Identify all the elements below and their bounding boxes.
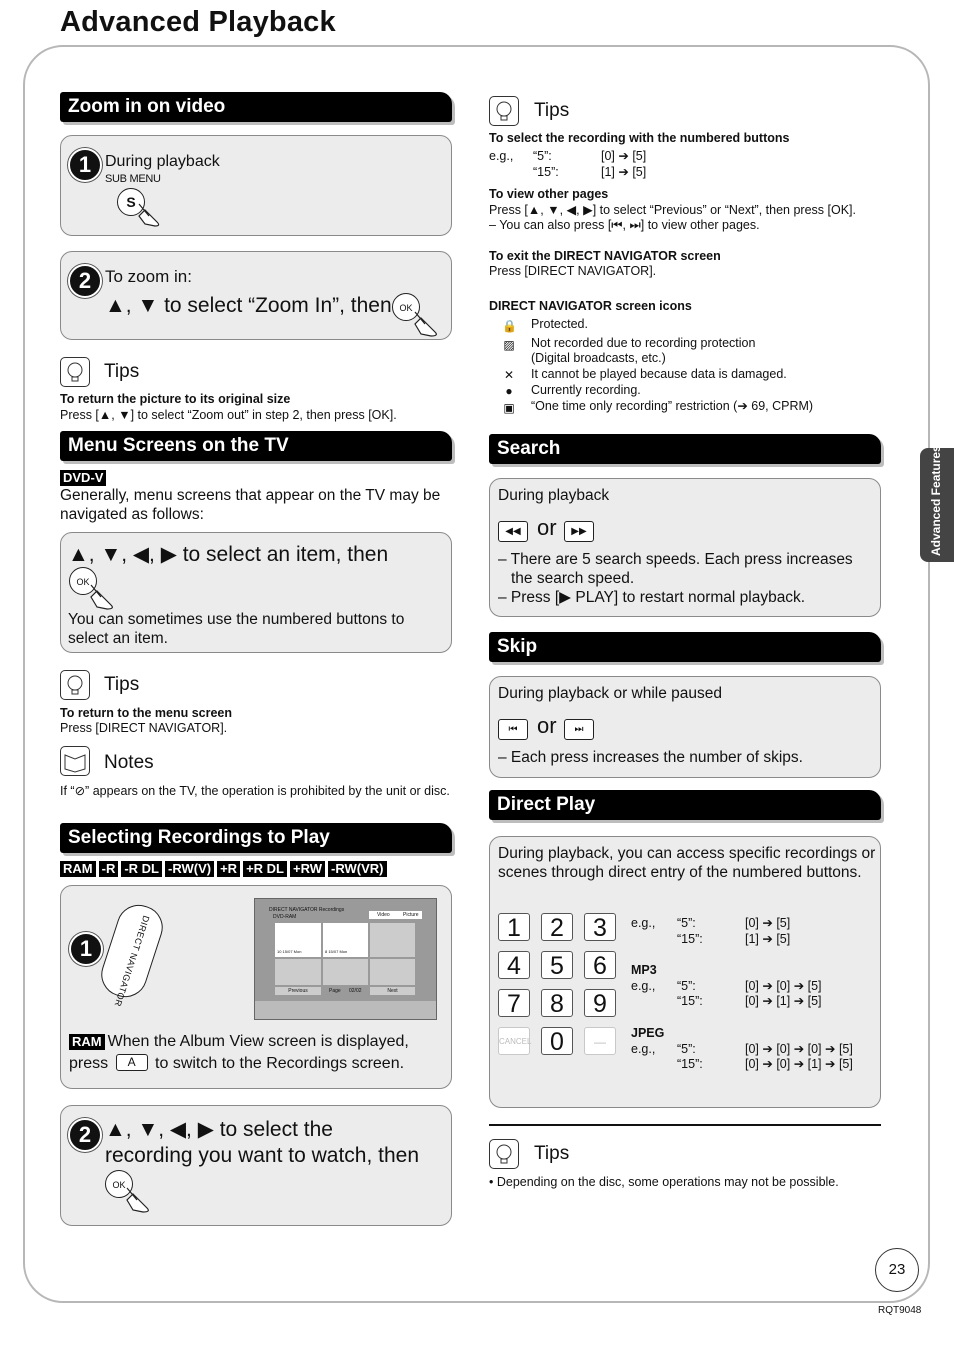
thumb — [370, 959, 415, 985]
recording-icon: ● — [505, 384, 513, 398]
or-label: or — [537, 713, 557, 738]
eg-label: e.g., — [631, 916, 656, 930]
damaged-icon: ✕ — [503, 368, 515, 382]
eg-label: e.g., — [489, 149, 514, 163]
eg-key: “15”: — [677, 1057, 703, 1071]
hand-press-icon — [411, 310, 445, 338]
eg-key: “5”: — [533, 149, 552, 163]
direct-play-header: Direct Play — [489, 790, 881, 820]
or-label: or — [537, 515, 557, 540]
key-6[interactable]: 6 — [584, 951, 616, 979]
tip-title: To return to the menu screen — [60, 706, 233, 720]
direct-intro: During playback, you can access specific recordings or scenes through direct entry of the numbered buttons. — [498, 845, 876, 881]
screen-footer — [255, 1001, 436, 1019]
hand-press-icon — [123, 1186, 157, 1214]
key-5[interactable]: 5 — [541, 951, 573, 979]
zoom-header: Zoom in on video — [60, 92, 452, 122]
direct-play-box — [489, 836, 881, 1108]
eg-key: “15”: — [677, 994, 703, 1008]
side-tab-label: Advanced Features — [929, 445, 943, 556]
ok-button[interactable]: OK — [105, 1170, 133, 1198]
key-3[interactable]: 3 — [584, 913, 616, 941]
step-number: 1 — [68, 148, 102, 182]
eg-key: “15”: — [533, 165, 559, 179]
disc-badge: DVD-V — [60, 470, 106, 486]
icon-desc: Not recorded due to recording protection — [531, 336, 756, 350]
key-9[interactable]: 9 — [584, 989, 616, 1017]
disc-badge: -RW(V) — [165, 861, 214, 877]
tips-icon — [60, 670, 90, 700]
disc-badges — [60, 860, 390, 878]
icon-desc: (Digital broadcasts, etc.) — [531, 351, 666, 365]
thumb-caption: 10 15/07 Mon — [277, 949, 302, 954]
disc-badge: +RW — [290, 861, 325, 877]
tip-text: Press [DIRECT NAVIGATOR]. — [60, 721, 228, 735]
ram-note-line2 — [69, 1054, 404, 1073]
tab-video: Video — [369, 911, 395, 919]
search-bullet: – There are 5 search speeds. Each press increases — [498, 551, 853, 568]
skip-box — [489, 676, 881, 778]
ok-button[interactable]: OK — [392, 293, 420, 321]
tab-picture: Picture — [395, 911, 422, 919]
search-box — [489, 478, 881, 617]
disc-badge: -R DL — [121, 861, 162, 877]
section-side-tab — [920, 445, 954, 562]
fast-forward-button[interactable]: ▶▶ — [564, 521, 594, 542]
menu-nav-box — [60, 532, 452, 653]
selecting-header: Selecting Recordings to Play — [60, 823, 452, 853]
tv-screen — [254, 898, 437, 1020]
icon-desc: Currently recording. — [531, 383, 641, 397]
thumb — [275, 959, 321, 985]
eg-value: [0] ➔ [0] ➔ [5] — [745, 979, 822, 993]
thumb — [323, 959, 368, 985]
tips-label: Tips — [104, 361, 140, 382]
skip-back-button[interactable]: ⏮ — [498, 719, 528, 740]
rewind-button[interactable]: ◀◀ — [498, 521, 528, 542]
selecting-step1-box — [60, 885, 452, 1089]
menu-intro: Generally, menu screens that appear on the TV may be navigated as follows: — [60, 487, 441, 523]
page-title: Advanced Playback — [60, 6, 336, 38]
disc-badge: -R — [99, 861, 119, 877]
disc-badge: RAM — [69, 1034, 105, 1050]
disc-badge: +R DL — [243, 861, 287, 877]
direct-navigator-button[interactable] — [96, 899, 169, 1009]
eg-value: [1] ➔ [5] — [745, 932, 791, 946]
ram-note-line1 — [69, 1032, 409, 1051]
tip-title: To exit the DIRECT NAVIGATOR screen — [489, 249, 721, 263]
eg-value: [0] ➔ [1] ➔ [5] — [745, 994, 822, 1008]
eg-key: “15”: — [677, 932, 703, 946]
thumb — [370, 923, 415, 957]
ram-text: to switch to the Recordings screen. — [155, 1055, 405, 1072]
search-bullet: – Press [▶ PLAY] to restart normal playback. — [498, 589, 806, 606]
zoom-step1-box — [60, 135, 452, 236]
step-instruction: ▲, ▼, ◀, ▶ to select the — [105, 1118, 333, 1141]
eg-key: “5”: — [677, 1042, 696, 1056]
eg-label: e.g., — [631, 1042, 656, 1056]
step-instruction: ▲, ▼ to select “Zoom In”, then — [105, 294, 392, 317]
key-1[interactable]: 1 — [498, 913, 530, 941]
tip-text: Press [DIRECT NAVIGATOR]. — [489, 264, 657, 278]
page-number: 23 — [875, 1248, 919, 1292]
note-text: If “⊘” appears on the TV, the operation is prohibited by the unit or disc. — [60, 784, 450, 798]
eg-key: “5”: — [677, 979, 696, 993]
step-number: 2 — [68, 1118, 102, 1152]
ok-button[interactable]: OK — [69, 567, 97, 595]
tip-text: Press [▲, ▼] to select “Zoom out” in step 2, then press [OK]. — [60, 408, 397, 422]
notes-label: Notes — [104, 752, 154, 773]
icon-desc: Protected. — [531, 317, 588, 331]
search-header: Search — [489, 434, 881, 464]
key-2[interactable]: 2 — [541, 913, 573, 941]
key-4[interactable]: 4 — [498, 951, 530, 979]
tips-icon — [60, 357, 90, 387]
skip-forward-button[interactable]: ⏭ — [564, 719, 594, 740]
eg-value: [0] ➔ [0] ➔ [1] ➔ [5] — [745, 1057, 853, 1071]
eg-value: [0] ➔ [5] — [601, 149, 647, 163]
tips-icon — [489, 1139, 519, 1169]
ram-text: When the Album View screen is displayed, — [107, 1033, 409, 1050]
eg-value: [1] ➔ [5] — [601, 165, 647, 179]
sub-menu-button[interactable]: S — [117, 188, 145, 216]
skip-line: During playback or while paused — [498, 685, 723, 702]
screen-next: Next — [370, 987, 415, 995]
tip-title: To return the picture to its original size — [60, 392, 291, 406]
screen-page-no: 02/02 — [349, 988, 362, 994]
skip-bullet: – Each press increases the number of skips. — [498, 749, 803, 766]
key-7[interactable]: 7 — [498, 989, 530, 1017]
screen-page: Page — [329, 988, 341, 994]
one-time-icon: ▣ — [503, 401, 515, 415]
doc-code: RQT9048 — [878, 1305, 922, 1316]
screen-prev: Previous — [275, 987, 321, 995]
format-title: JPEG — [631, 1026, 665, 1040]
menu-header: Menu Screens on the TV — [60, 431, 452, 461]
tips-label: Tips — [534, 100, 570, 121]
screen-sub: DVD-RAM — [273, 914, 297, 920]
divider — [489, 1124, 881, 1126]
protected-icon: 🔒 — [502, 319, 517, 333]
sub-menu-label: SUB MENU — [105, 173, 161, 185]
tips-label: Tips — [104, 674, 140, 695]
key-dash[interactable]: — — [584, 1027, 616, 1055]
nav-note: You can sometimes use the numbered buttons to select an item. — [68, 611, 405, 647]
tip-text: • Depending on the disc, some operations may not be possible. — [489, 1175, 839, 1189]
search-bullet: the search speed. — [511, 570, 635, 587]
step-text: To zoom in: — [105, 267, 192, 286]
selecting-step2-box — [60, 1105, 452, 1226]
step-instruction: recording you want to watch, then — [105, 1144, 420, 1167]
ram-text: press — [69, 1055, 109, 1072]
tip-title: To view other pages — [489, 187, 609, 201]
disc-badge: +R — [217, 861, 240, 877]
icon-desc: It cannot be played because data is damaged. — [531, 367, 787, 381]
tip-title: DIRECT NAVIGATOR screen icons — [489, 299, 692, 313]
skip-header: Skip — [489, 632, 881, 662]
screen-title: DIRECT NAVIGATOR Recordings — [269, 907, 345, 913]
key-0[interactable]: 0 — [541, 1027, 573, 1055]
key-cancel[interactable]: CANCEL — [498, 1027, 530, 1055]
notes-icon — [60, 746, 90, 776]
disc-badge: -RW(VR) — [328, 861, 386, 877]
tip-text: Press [▲, ▼, ◀, ▶] to select “Previous” or “Next”, then press [OK]. — [489, 203, 856, 217]
eg-label: e.g., — [631, 979, 656, 993]
key-8[interactable]: 8 — [541, 989, 573, 1017]
tips-icon — [489, 96, 519, 126]
hand-press-icon — [135, 200, 167, 228]
nav-instruction: ▲, ▼, ◀, ▶ to select an item, then — [68, 543, 389, 566]
disc-badge: RAM — [60, 861, 96, 877]
search-line: During playback — [498, 487, 610, 504]
eg-value: [0] ➔ [0] ➔ [0] ➔ [5] — [745, 1042, 853, 1056]
hand-press-icon — [87, 583, 121, 611]
step-number: 1 — [69, 932, 103, 966]
zoom-step2-box — [60, 251, 452, 340]
icon-desc: “One time only recording” restriction (➔ 69, CPRM) — [531, 399, 814, 413]
tip-title: To select the recording with the numbered buttons — [489, 131, 790, 145]
eg-key: “5”: — [677, 916, 696, 930]
format-title: MP3 — [631, 963, 657, 977]
a-button[interactable]: A — [116, 1054, 148, 1071]
tips-label: Tips — [534, 1143, 570, 1164]
tip-text: – You can also press [⏮, ⏭] to view other pages. — [489, 218, 760, 232]
dial-label: DIRECT NAVIGATOR — [112, 914, 152, 1009]
step-number: 2 — [68, 264, 102, 298]
not-recorded-icon: ▨ — [503, 338, 515, 352]
eg-value: [0] ➔ [5] — [745, 916, 791, 930]
step-text: During playback — [105, 153, 220, 170]
thumb-caption: 8 15/07 Mon — [325, 949, 348, 954]
